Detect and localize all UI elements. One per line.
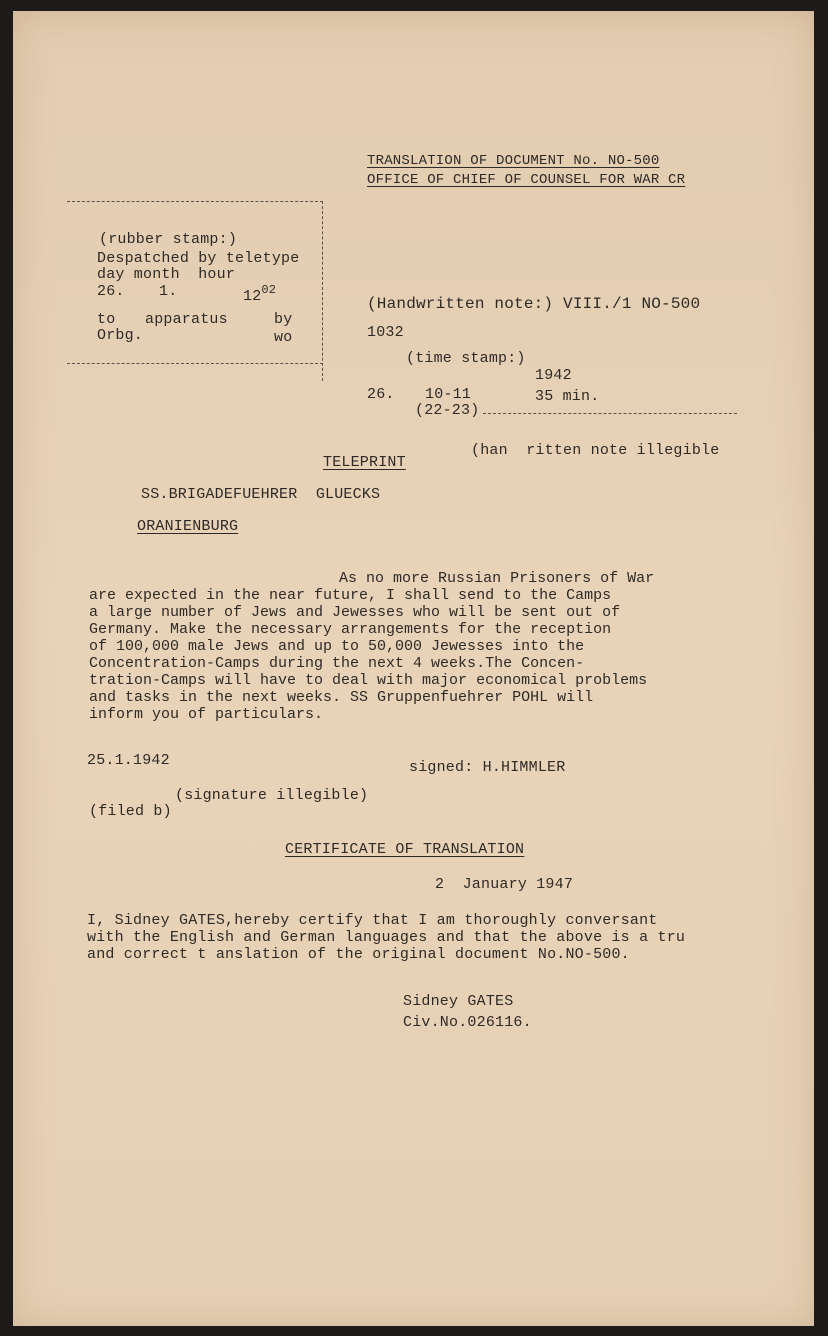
teleprint-heading: TELEPRINT bbox=[323, 454, 406, 471]
signed-by: signed: H.HIMMLER bbox=[409, 759, 566, 776]
time-stamp-label: (time stamp:) bbox=[406, 350, 526, 367]
body-line: Germany. Make the necessary arrangements for the reception bbox=[89, 621, 612, 638]
body-line: Concentration-Camps during the next 4 weeks.The Concen- bbox=[89, 655, 585, 672]
header-line-2: OFFICE OF CHIEF OF COUNSEL FOR WAR CR bbox=[367, 172, 686, 188]
certificate-line: with the English and German languages and that the above is a tru bbox=[87, 929, 686, 946]
time-stamp-hours-alt: (22-23) bbox=[415, 402, 480, 419]
handwritten-note: (Handwritten note:) VIII./1 NO-500 bbox=[367, 295, 701, 313]
stamp-to: to bbox=[97, 311, 116, 328]
body-line: and tasks in the next weeks. SS Gruppenfuehrer POHL will bbox=[89, 689, 594, 706]
stamp-orbg: Orbg. bbox=[97, 327, 144, 344]
certificate-line: and correct t anslation of the original document No.NO-500. bbox=[87, 946, 630, 963]
body-line: of 100,000 male Jews and up to 50,000 Jewesses into the bbox=[89, 638, 585, 655]
header-line-1: TRANSLATION OF DOCUMENT No. NO-500 bbox=[367, 153, 660, 169]
teleprint-recipient: SS.BRIGADEFUEHRER GLUECKS bbox=[141, 486, 381, 503]
translator-civ-no: Civ.No.026116. bbox=[403, 1014, 532, 1031]
letter-date: 25.1.1942 bbox=[87, 752, 170, 769]
stamp-apparatus: apparatus bbox=[145, 311, 228, 328]
stamp-hour-value: 12 bbox=[243, 288, 262, 305]
body-line: inform you of particulars. bbox=[89, 706, 324, 723]
time-stamp-rule bbox=[483, 413, 737, 414]
teleprint-place: ORANIENBURG bbox=[137, 518, 239, 535]
stamp-by: by bbox=[274, 311, 293, 328]
stamp-day: 26. bbox=[97, 283, 125, 300]
body-line: a large number of Jews and Jewesses who will be sent out of bbox=[89, 604, 621, 621]
translator-name: Sidney GATES bbox=[403, 993, 514, 1010]
body-line: tration-Camps will have to deal with major economical problems bbox=[89, 672, 648, 689]
certificate-line: I, Sidney GATES,hereby certify that I am thoroughly conversant bbox=[87, 912, 658, 929]
certificate-date: 2 January 1947 bbox=[435, 876, 574, 893]
stamp-dispatched: Despatched by teletype bbox=[97, 250, 300, 267]
stamp-month: 1. bbox=[159, 283, 178, 300]
time-stamp-year: 1942 bbox=[535, 367, 572, 384]
stamp-wo: wo bbox=[274, 329, 293, 346]
filed-by: (filed b) bbox=[89, 803, 172, 820]
note-number: 1032 bbox=[367, 324, 404, 341]
document-page bbox=[13, 11, 814, 1326]
illegible-note: (han ritten note illegible bbox=[471, 442, 720, 459]
stamp-box-top bbox=[67, 201, 323, 202]
stamp-columns: day month hour bbox=[97, 266, 236, 283]
time-stamp-hours: 10-11 bbox=[425, 386, 472, 403]
stamp-hour-sup: 02 bbox=[261, 283, 277, 297]
time-stamp-minutes: 35 min. bbox=[535, 388, 600, 405]
stamp-box-right bbox=[322, 201, 323, 381]
body-line: are expected in the near future, I shall send to the Camps bbox=[89, 587, 612, 604]
certificate-heading: CERTIFICATE OF TRANSLATION bbox=[285, 841, 525, 858]
stamp-title: (rubber stamp:) bbox=[99, 231, 238, 248]
stamp-hour bbox=[243, 284, 276, 304]
signature-illegible: (signature illegible) bbox=[175, 787, 369, 804]
body-line: As no more Russian Prisoners of War bbox=[87, 570, 655, 587]
stamp-box-bottom bbox=[67, 363, 323, 364]
time-stamp-day: 26. bbox=[367, 386, 395, 403]
